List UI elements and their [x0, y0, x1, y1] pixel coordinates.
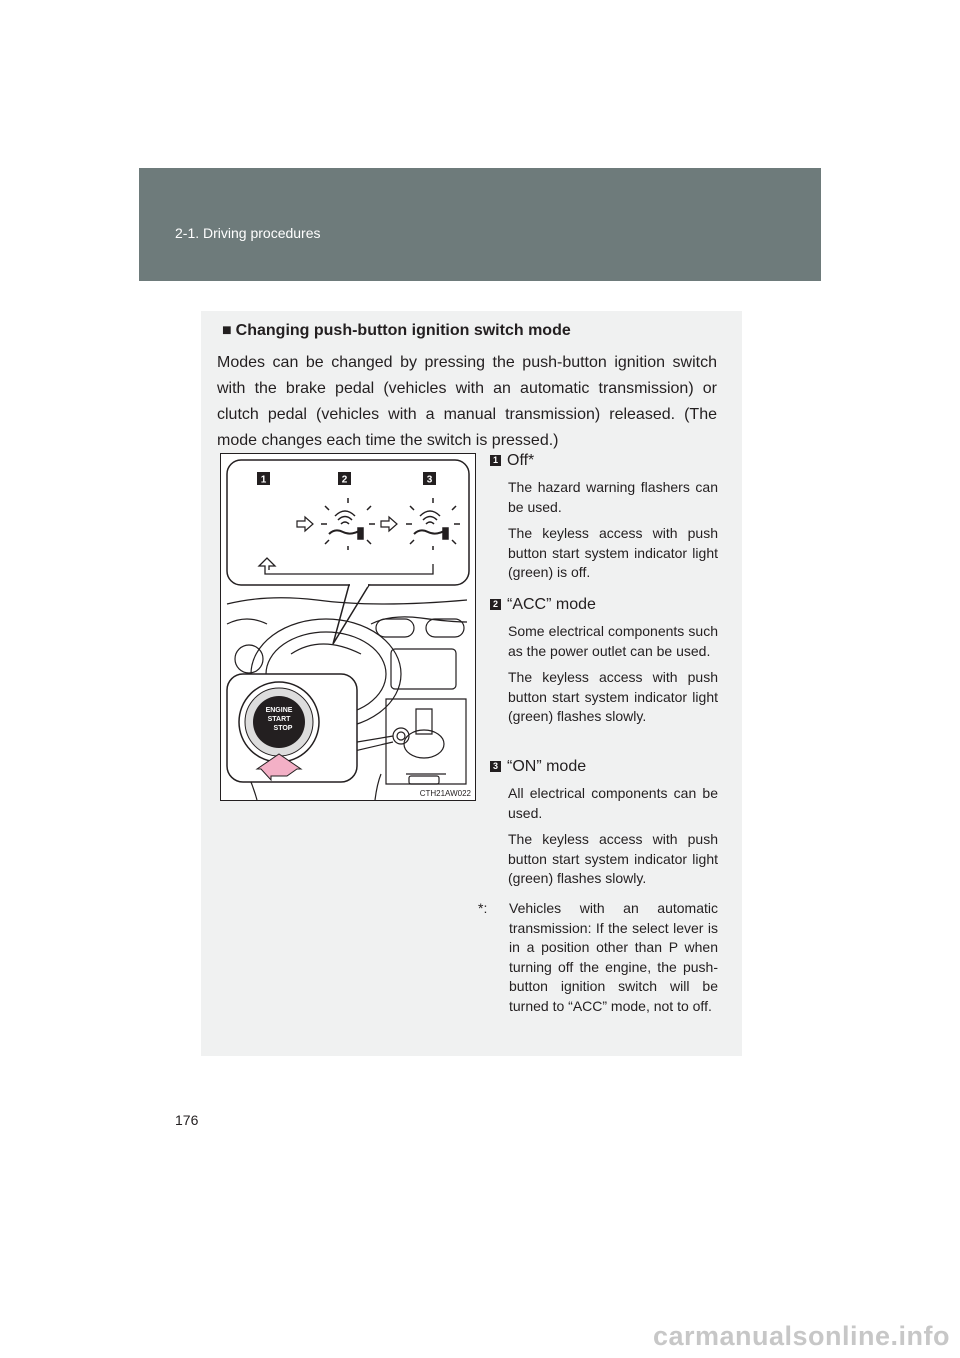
number-badge: 3 [490, 761, 501, 772]
intro-paragraph: Modes can be changed by pressing the push-button ignition switch with the brake pedal (vehicles with an automatic transmission) or clutch pedal (vehicles with a manual transmission) released. (The mode changes each time the switch is pressed.) [217, 354, 717, 449]
mode-description: The keyless access with push button start system indicator light (green) is off. [508, 525, 718, 580]
footnote-text: Vehicles with an automatic transmission: If the select lever is in a position other than P when turning off the engine, the push-button ignition switch will be turned to “ACC” mode, not to off. [509, 900, 718, 1014]
watermark[interactable]: carmanualsonline.info [652, 1321, 950, 1351]
page-number: 176 [175, 1112, 199, 1128]
mode-title: Off* [507, 452, 535, 469]
button-label-stop: STOP [273, 725, 293, 732]
mode-description: The hazard warning flashers can be used. [508, 479, 718, 515]
section-heading [222, 322, 571, 340]
ignition-diagram [221, 454, 475, 800]
footnote [478, 899, 718, 1016]
engine-start-stop-button [239, 682, 319, 762]
mode-description: Some electrical components such as the power outlet can be used. [508, 623, 718, 659]
mode-title: “ACC” mode [507, 596, 596, 613]
number-badge: 2 [490, 599, 501, 610]
footnote-marker: *: [478, 900, 488, 916]
mode-description: All electrical components can be used. [508, 785, 718, 821]
section-title: 2-1. Driving procedures [175, 225, 321, 241]
number-badge: 1 [490, 455, 501, 466]
button-label-start: START [267, 716, 291, 723]
callout-number: 1 [260, 474, 267, 486]
ignition-illustration [220, 453, 476, 801]
button-label-engine: ENGINE [265, 707, 293, 714]
callout-number: 3 [426, 474, 433, 486]
heading-text: Changing push-button ignition switch mode [235, 322, 571, 339]
mode-on [490, 757, 718, 889]
content-panel [201, 311, 742, 1056]
mode-title: “ON” mode [507, 758, 587, 775]
square-bullet-icon: ■ [222, 322, 232, 339]
mode-acc [490, 595, 718, 727]
mode-off [490, 451, 718, 583]
callout-number: 2 [341, 474, 348, 486]
section-header-band [139, 168, 821, 281]
mode-description: The keyless access with push button start system indicator light (green) flashes slowly. [508, 669, 718, 724]
figure-code: CTH21AW022 [419, 789, 471, 798]
mode-description: The keyless access with push button start system indicator light (green) flashes slowly. [508, 831, 718, 886]
